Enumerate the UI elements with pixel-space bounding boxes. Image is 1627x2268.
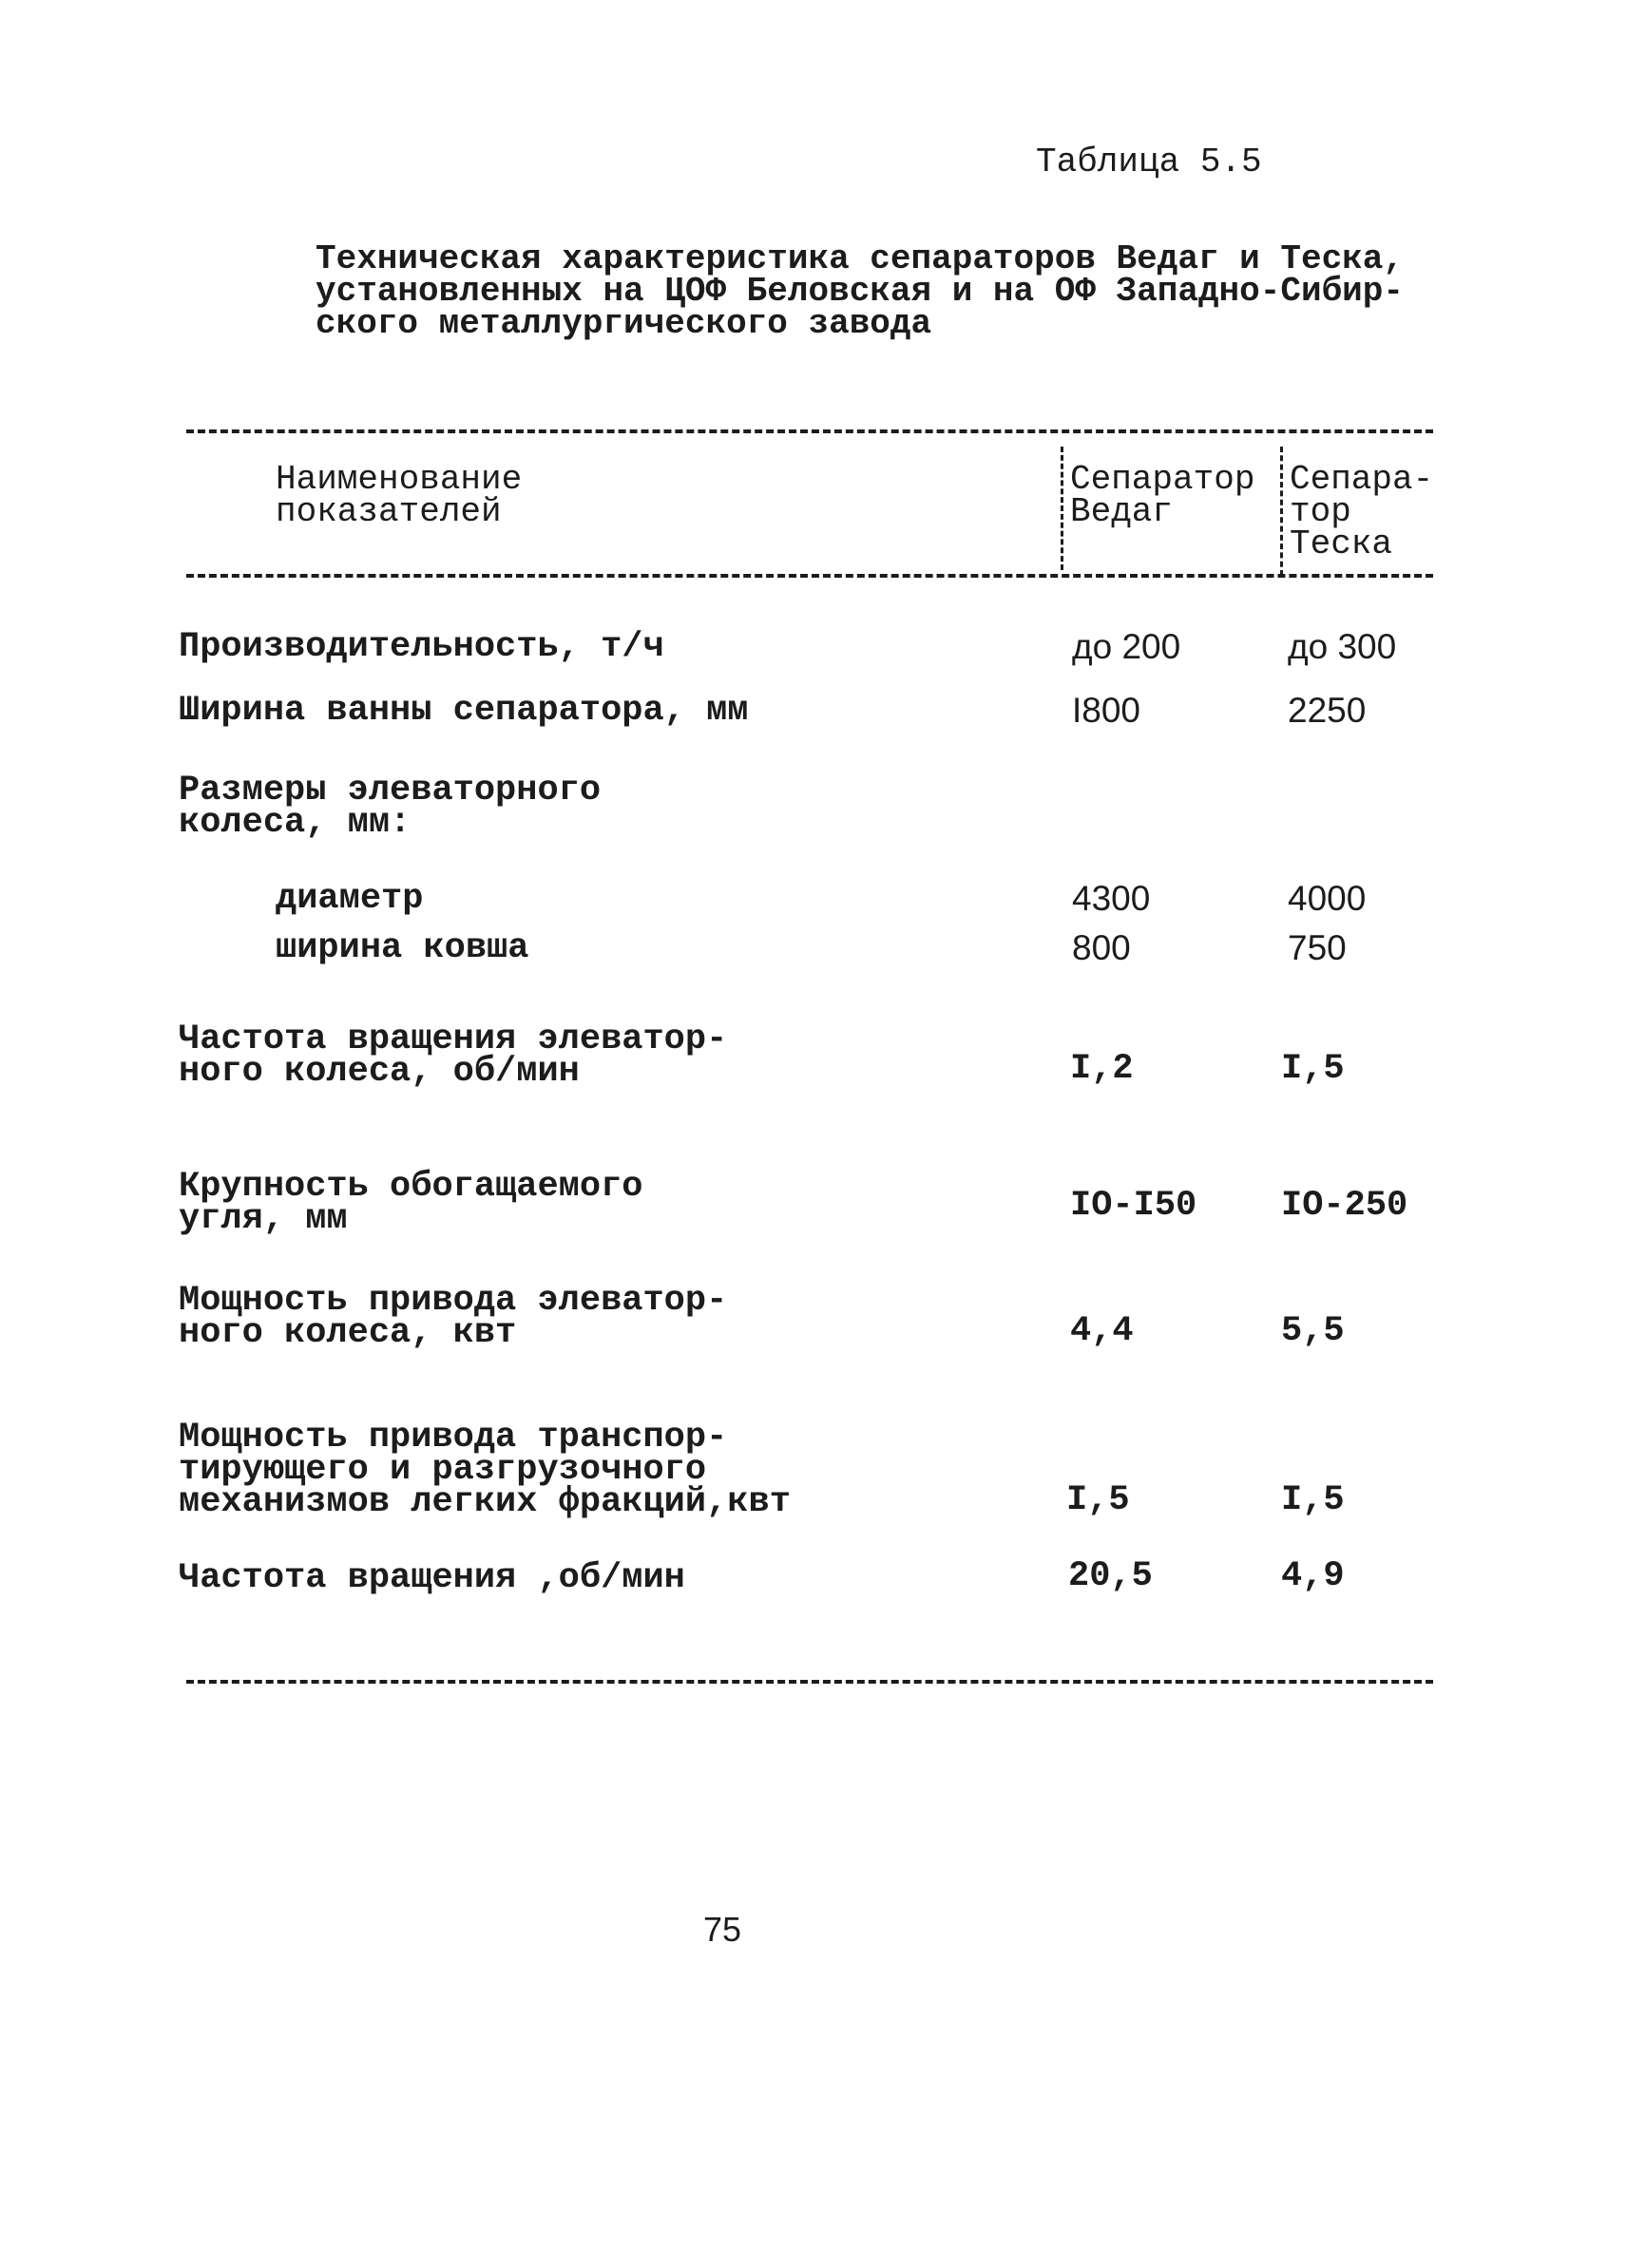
- row-label: Производительность, т/ч: [179, 627, 664, 667]
- row-value-vedag: 20,5: [1068, 1556, 1153, 1596]
- table-title-line-1: Техническая характеристика сепараторов Ведаг и Теска,: [316, 239, 1404, 278]
- row-label: Частота вращения ,об/мин: [179, 1558, 685, 1598]
- row-label: Частота вращения элеватор-: [179, 1020, 728, 1059]
- header-col2-line-2: тор: [1290, 492, 1351, 531]
- row-label: Размеры элеваторного: [179, 771, 602, 810]
- header-column-separator-1: [1061, 447, 1063, 570]
- header-name-line-1: Наименование: [276, 460, 523, 499]
- row-label: Мощность привода элеватор-: [179, 1281, 728, 1321]
- header-col2-line-3: Теска: [1290, 524, 1393, 563]
- row-label-line-2: колеса, мм:: [179, 803, 412, 843]
- header-column-separator-2: [1280, 447, 1283, 576]
- row-label-line-2: ного колеса, квт: [179, 1313, 517, 1353]
- table-top-rule: [186, 429, 1433, 433]
- row-value-vedag: 4300: [1072, 879, 1151, 918]
- row-value-vedag: I,5: [1066, 1480, 1130, 1520]
- row-value-teska: 4000: [1288, 879, 1367, 918]
- table-header-rule: [186, 574, 1433, 578]
- row-value-vedag: I800: [1072, 691, 1141, 730]
- table-title-line-3: ского металлургического завода: [316, 304, 932, 343]
- row-label: Ширина ванны сепаратора, мм: [179, 691, 749, 731]
- page-number: 75: [703, 1910, 742, 1949]
- row-value-vedag: до 200: [1072, 627, 1181, 666]
- row-value-teska: 4,9: [1281, 1556, 1345, 1596]
- row-label-line-2: тирующего и разгрузочного: [179, 1450, 707, 1490]
- row-label-line-2: ного колеса, об/мин: [179, 1052, 580, 1092]
- row-value-teska: IO-250: [1281, 1186, 1408, 1226]
- row-value-teska: 750: [1288, 928, 1347, 967]
- header-col1-line-2: Ведаг: [1070, 492, 1174, 531]
- header-name-line-2: показателей: [276, 492, 502, 531]
- row-value-teska: 2250: [1288, 691, 1367, 730]
- row-label-line-2: угля, мм: [179, 1199, 348, 1239]
- row-label: Крупность обогащаемого: [179, 1167, 643, 1207]
- row-value-vedag: 4,4: [1070, 1311, 1134, 1351]
- row-label-sub: диаметр: [276, 879, 424, 919]
- row-label-line-3: механизмов легких фракций,квт: [179, 1482, 791, 1522]
- row-label: Мощность привода транспор-: [179, 1418, 728, 1458]
- row-value-vedag: 800: [1072, 928, 1131, 967]
- row-label-sub: ширина ковша: [276, 928, 529, 968]
- header-col2-line-1: Сепара-: [1290, 460, 1434, 499]
- row-value-teska: 5,5: [1281, 1311, 1345, 1351]
- table-title-line-2: установленных на ЦОФ Беловская и на ОФ Западно-Сибир-: [316, 272, 1404, 311]
- table-bottom-rule: [186, 1680, 1433, 1684]
- row-value-vedag: I,2: [1070, 1049, 1134, 1089]
- row-value-vedag: IO-I50: [1070, 1186, 1197, 1226]
- row-value-teska: до 300: [1288, 627, 1397, 666]
- table-caption: Таблица 5.5: [1036, 143, 1262, 181]
- header-col1-line-1: Сепаратор: [1070, 460, 1255, 499]
- row-value-teska: I,5: [1281, 1049, 1345, 1089]
- row-value-teska: I,5: [1281, 1480, 1345, 1520]
